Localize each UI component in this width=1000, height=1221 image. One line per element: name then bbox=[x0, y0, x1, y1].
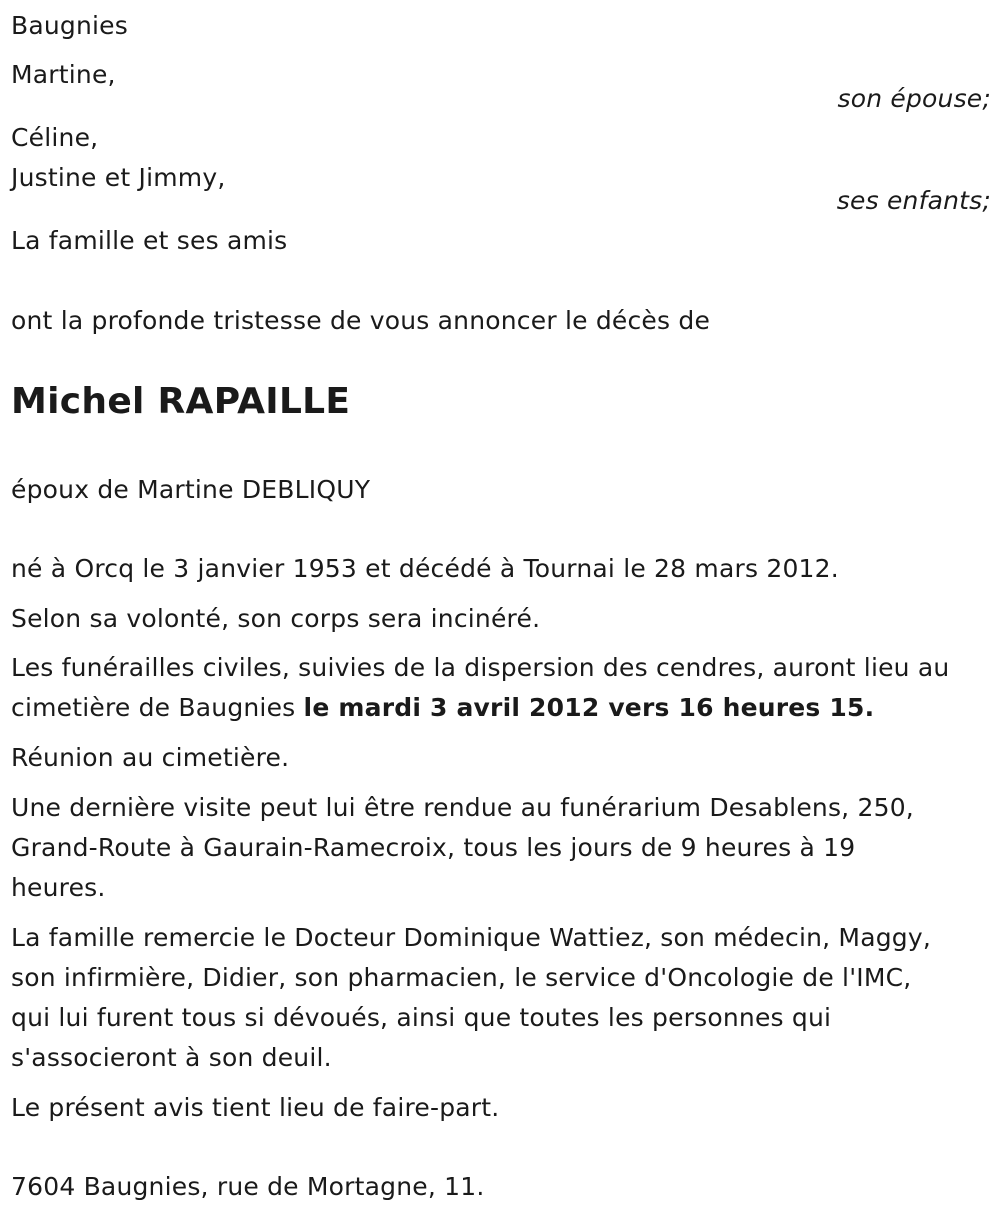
family-and-friends: La famille et ses amis bbox=[11, 226, 288, 255]
children-role: ses enfants; bbox=[836, 186, 991, 215]
deceased-name: Michel RAPAILLE bbox=[11, 381, 351, 422]
cremation-wish: Selon sa volonté, son corps sera incinéré. bbox=[11, 604, 541, 633]
thanks-line-1: La famille remercie le Docteur Dominique Wattiez, son médecin, Maggy, bbox=[11, 923, 932, 952]
locality-header: Baugnies bbox=[11, 11, 128, 40]
spouse-name: Martine, bbox=[11, 60, 116, 89]
thanks-line-2: son infirmière, Didier, son pharmacien, le service d'Oncologie de l'IMC, bbox=[11, 963, 912, 992]
thanks-line-3: qui lui furent tous si dévoués, ainsi que toutes les personnes qui bbox=[11, 1003, 832, 1032]
announcement-text: ont la profonde tristesse de vous annoncer le décès de bbox=[11, 306, 711, 335]
visit-line-1: Une dernière visite peut lui être rendue au funérarium Desablens, 250, bbox=[11, 793, 914, 822]
visit-paragraph bbox=[11, 788, 986, 908]
thanks-line-4: s'associeront à son deuil. bbox=[11, 1043, 332, 1072]
address-line: 7604 Baugnies, rue de Mortagne, 11. bbox=[11, 1172, 485, 1201]
deceased-spouse-of: époux de Martine DEBLIQUY bbox=[11, 475, 371, 504]
funeral-text-2: cimetière de Baugnies bbox=[11, 693, 296, 722]
notice-line: Le présent avis tient lieu de faire-part. bbox=[11, 1093, 500, 1122]
visit-line-2: Grand-Route à Gaurain-Ramecroix, tous les jours de 9 heures à 19 bbox=[11, 833, 856, 862]
spouse-role: son épouse; bbox=[837, 84, 991, 113]
birth-death-line: né à Orcq le 3 janvier 1953 et décédé à Tournai le 28 mars 2012. bbox=[11, 554, 839, 583]
funeral-date: le mardi 3 avril 2012 vers 16 heures 15. bbox=[303, 693, 875, 722]
meeting-place: Réunion au cimetière. bbox=[11, 743, 290, 772]
child-name-2: Justine et Jimmy, bbox=[11, 163, 226, 192]
visit-line-3: heures. bbox=[11, 873, 106, 902]
funeral-paragraph bbox=[11, 648, 986, 728]
funeral-text-1: Les funérailles civiles, suivies de la dispersion des cendres, auront lieu au bbox=[11, 653, 950, 682]
child-name-1: Céline, bbox=[11, 123, 99, 152]
thanks-paragraph bbox=[11, 918, 986, 1078]
